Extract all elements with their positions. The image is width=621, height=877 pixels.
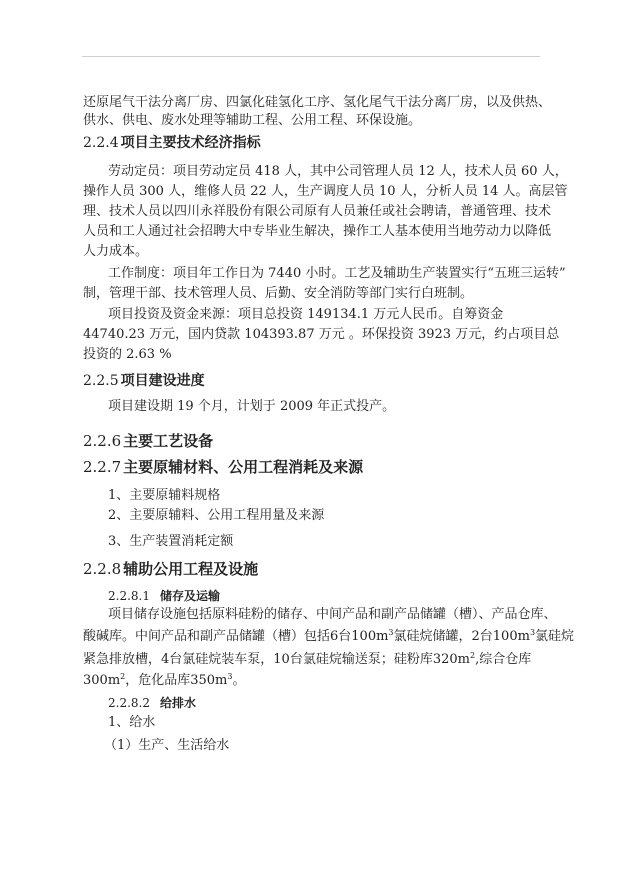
water-item-1: 1、给水 (108, 715, 156, 730)
section-number: 2.2.7 (83, 458, 122, 476)
subsection-number: 2.2.8.1 (108, 589, 150, 603)
shift-line-1: 工作制度：项目年工作日为 7440 小时。工艺及辅助生产装置实行“五班三运转” (108, 266, 566, 281)
intro-line-2: 供水、供电、废水处理等辅助工程、公用工程、环保设施。 (83, 113, 422, 128)
invest-line-2: 44740.23 万元，国内贷款 104393.87 万元 。环保投资 3923 万元，约占项目总 (83, 327, 560, 342)
intro-line-1: 还原尾气干法分离厂房、四氯化硅氢化工序、氢化尾气干法分离厂房，以及供热、 (83, 95, 552, 110)
labor-line-3: 理、技术人员以四川永祥股份有限公司原有人员兼任或社会聘请，普通管理、技术 (83, 204, 552, 219)
section-number: 2.2.8 (83, 560, 122, 578)
list-item: 3、生产装置消耗定额 (108, 534, 234, 549)
storage-line-1: 项目储存设施包括原料硅粉的储存、中间产品和副产品储罐（槽）、产品仓库、 (108, 607, 557, 622)
subsection-2-2-8-2-heading (108, 694, 196, 712)
water-item-1-1: （1）生产、生活给水 (104, 738, 230, 753)
labor-line-1: 劳动定员：项目劳动定员 418 人，其中公司管理人员 12 人，技术人员 60 人， (108, 164, 568, 179)
section-number: 2.2.6 (83, 432, 122, 450)
subsection-number: 2.2.8.2 (108, 696, 150, 710)
section-title: 主要工艺设备 (123, 432, 214, 450)
invest-line-1: 项目投资及资金来源：项目总投资 149134.1 万元人民币。自筹资金 (108, 307, 504, 322)
labor-line-2: 操作人员 300 人，维修人员 22 人，生产调度人员 10 人，分析人员 14 人。高层管 (83, 184, 568, 199)
section-2-2-5-heading (83, 371, 205, 391)
list-item: 1、主要原辅料规格 (108, 488, 221, 503)
subsection-title: 储存及运输 (159, 589, 220, 603)
storage-line-4: $300m^2$，危化品库$350m^3$。 (83, 672, 246, 688)
section-2-2-6-heading (83, 431, 213, 451)
header-rule (82, 56, 540, 57)
labor-line-4: 人员和工人通过社会招聘大中专毕业生解决，操作工人基本使用当地劳动力以降低 (83, 224, 552, 239)
section-number: 2.2.5 (83, 373, 119, 389)
storage-line-3: 紧急排放槽，4台氯硅烷装车泵，10台氯硅烷输送泵；硅粉库$320m^2$,综合仓库 (83, 651, 532, 667)
storage-line-2: 酸碱库。中间产品和副产品储罐（槽）包括6台$100m^3$氯硅烷储罐，2台$100m^3$氯硅烷 (83, 628, 575, 644)
section-title: 项目建设进度 (120, 373, 205, 389)
shift-line-2: 制，管理干部、技术管理人员、后勤、安全消防等部门实行白班制。 (83, 286, 474, 301)
section-2-2-8-heading (83, 559, 258, 579)
list-item: 2、主要原辅料、公用工程用量及来源 (108, 508, 325, 523)
section-title: 主要原辅材料、公用工程消耗及来源 (123, 458, 364, 476)
section-title: 项目主要技术经济指标 (120, 135, 261, 151)
section-title: 辅助公用工程及设施 (123, 560, 259, 578)
subsection-title: 给排水 (159, 696, 196, 710)
labor-line-5: 人力成本。 (83, 244, 149, 259)
section-2-2-7-heading (83, 457, 363, 477)
invest-line-3: 投资的 2.63 % (83, 347, 172, 362)
schedule-text: 项目建设期 19 个月，计划于 2009 年正式投产。 (108, 399, 396, 414)
section-number: 2.2.4 (83, 135, 119, 151)
section-2-2-4-heading (83, 133, 261, 153)
subsection-2-2-8-1-heading (108, 587, 220, 605)
